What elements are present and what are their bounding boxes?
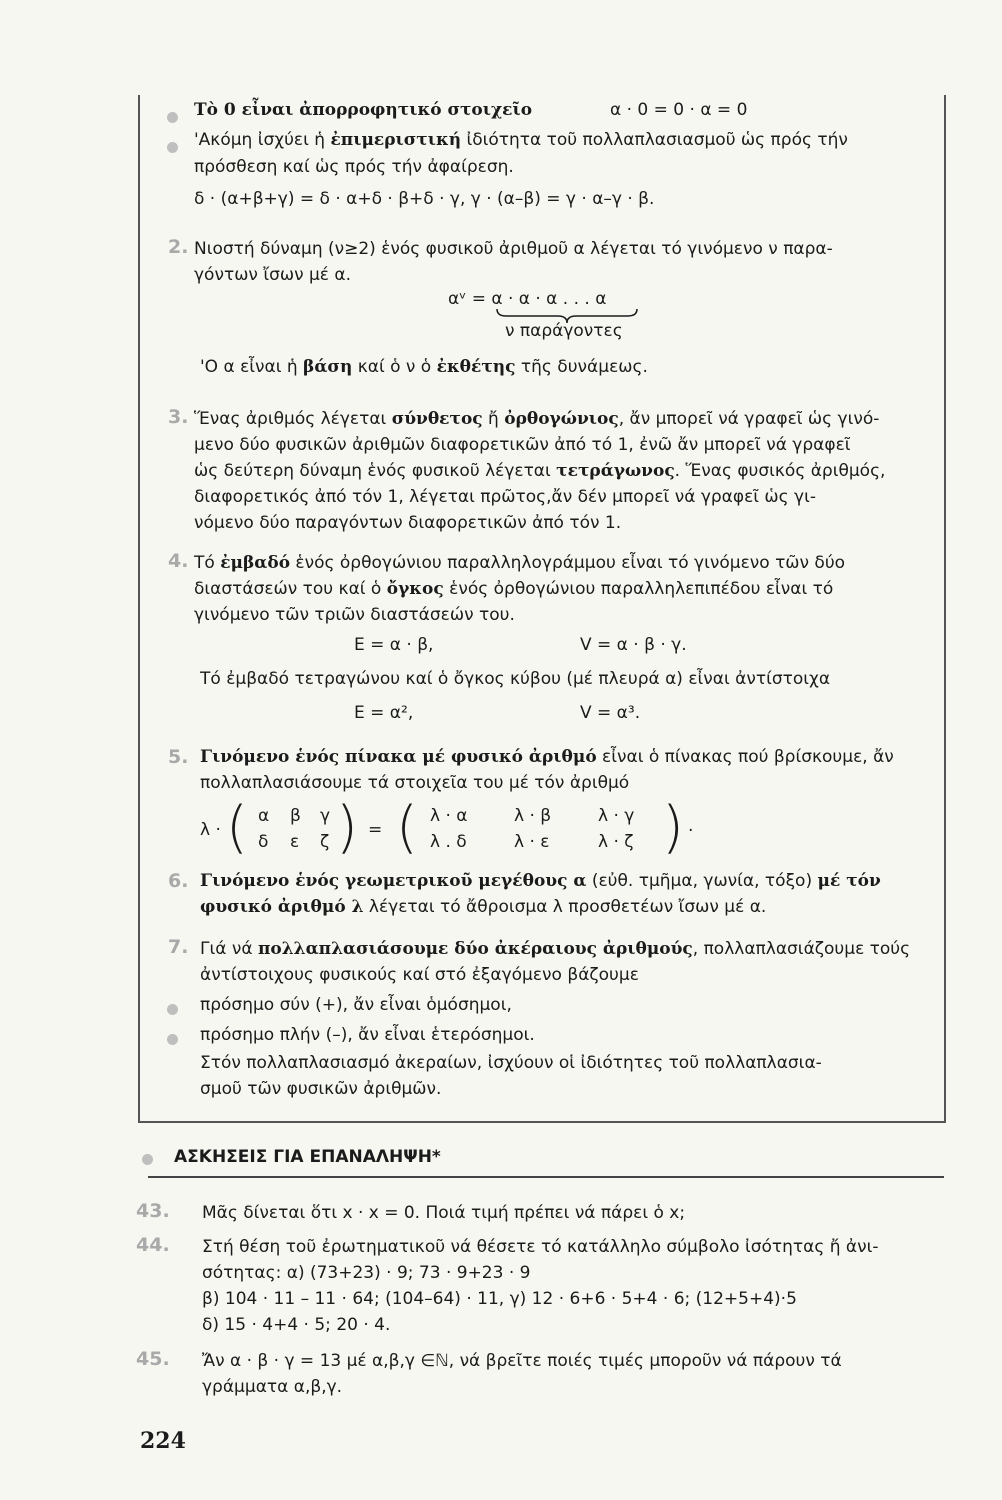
exercise-number: 45. (136, 1348, 170, 1370)
composite-line4: διαφορετικός ἀπό τόν 1, λέγεται πρῶτος,ἄν δέν μπορεῖ νά γραφεῖ ὡς γι- (194, 487, 816, 507)
matrix-bold: Γινόμενο ἑνός πίνακα μέ φυσικό ἀριθμό (200, 747, 597, 767)
matrix-cell: ζ (320, 832, 330, 852)
item-number: 6. (168, 870, 189, 892)
area-pre: Τό (194, 553, 221, 573)
exercise-45-line1: Ἄν α · β · γ = 13 μέ α,β,γ ∈ℕ, νά βρεῖτε ποιές τιμές μποροῦν νά πάρουν τά (202, 1351, 842, 1371)
distributive-line1 (194, 129, 848, 151)
integer-bold: πολλαπλασιάσουμε δύο ἀκέραιους ἀριθμούς (257, 939, 693, 959)
item-number: 4. (168, 550, 189, 572)
left-paren-icon: ( (226, 795, 248, 860)
area-line3: γινόμενο τῶν τριῶν διαστάσεών του. (194, 605, 515, 625)
minus-sign-rule: πρόσημο πλήν (–), ἄν εἶναι ἑτερόσημοι. (200, 1025, 535, 1045)
integer-line4: σμοῦ τῶν φυσικῶν ἀριθμῶν. (200, 1079, 442, 1099)
exercise-44-line2: σότητας: α) (73+23) · 9; 73 · 9+23 · 9 (202, 1263, 531, 1283)
cube-volume-formula: V = α³. (580, 703, 641, 723)
absorbing-formula: α · 0 = 0 · α = 0 (610, 100, 748, 120)
composite-line2: μενο δύο φυσικῶν ἀριθμῶν διαφορετικῶν ἀπό τό 1, ἐνῶ ἄν μπορεῖ νά γραφεῖ (194, 435, 851, 455)
matrix-cell: γ (320, 806, 331, 826)
exercise-44-line4: δ) 15 · 4+4 · 5; 20 · 4. (202, 1315, 391, 1335)
exponent-bold: ἐκθέτης (436, 357, 516, 377)
integer-line3: Στόν πολλαπλασιασμό ἀκεραίων, ἰσχύουν οἱ ἰδιότητες τοῦ πολλαπλασια- (200, 1053, 822, 1073)
result-cell: λ · γ (598, 806, 635, 826)
item-number: 2. (168, 236, 189, 258)
exercise-44-line3: β) 104 · 11 – 11 · 64; (104–64) · 11, γ) 12 · 6+6 · 5+4 · 6; (12+5+4)·5 (202, 1289, 797, 1309)
composite-line1 (194, 408, 879, 430)
area-line1 (194, 552, 845, 574)
bullet-icon (167, 1034, 178, 1045)
distributive-post: ἰδιότητα τοῦ πολλαπλασιασμοῦ ὡς πρός τήν (461, 130, 848, 150)
natural-post: λέγεται τό ἄθροισμα λ προσθετέων ἴσων μέ α. (363, 897, 767, 917)
matrix-cell: δ (258, 832, 269, 852)
composite-line5: νόμενο δύο παραγόντων διαφορετικῶν ἀπό τόν 1. (194, 513, 622, 533)
distributive-formula: δ · (α+β+γ) = δ · α+δ · β+δ · γ, γ · (α–β) = γ · α–γ · β. (194, 189, 655, 209)
exponent-mid: καί ὁ ν ὁ (352, 357, 437, 377)
matrix-cell: β (290, 806, 301, 826)
item-number: 3. (168, 406, 189, 428)
matrix-cell: ε (290, 832, 300, 852)
exercise-number: 43. (136, 1200, 170, 1222)
summary-item-absorbing (194, 99, 532, 121)
volume-pre: διαστάσεών του καί ὁ (194, 579, 387, 599)
brace-label: ν παράγοντες (505, 321, 623, 341)
distributive-pre: 'Ακόμη ἰσχύει ἡ (194, 130, 331, 150)
item-number: 7. (168, 936, 189, 958)
bullet-icon (167, 112, 178, 123)
square-post: . Ἕνας φυσικός ἀριθμός, (674, 461, 886, 481)
geometric-bold: Γινόμενο ἑνός γεωμετρικοῦ μεγέθους α (200, 871, 587, 891)
heading-rule (148, 1176, 944, 1178)
natural-bold: φυσικό ἀριθμό λ (200, 897, 364, 917)
integer-pre: Γιά νά (200, 939, 258, 959)
composite-post: , ἄν μπορεῖ νά γραφεῖ ὡς γινό- (618, 409, 880, 429)
square-bold: τετράγωνος (556, 461, 675, 481)
matrix-lambda: λ · (200, 820, 221, 840)
exercise-43-text: Μᾶς δίνεται ὅτι x · x = 0. Ποιά τιμή πρέπει νά πάρει ὁ x; (202, 1203, 686, 1223)
geometric-bold2: μέ τόν (817, 871, 881, 891)
result-cell: λ · β (514, 806, 552, 826)
matrix-post: εἶναι ὁ πίνακας πού βρίσκουμε, ἄν (596, 747, 894, 767)
exercises-heading: ΑΣΚΗΣΕΙΣ ΓΙΑ ΕΠΑΝΑΛΗΨΗ* (174, 1147, 441, 1167)
matrix-line1 (200, 746, 894, 768)
matrix-period: . (688, 816, 694, 836)
integer-line2: ἀντίστοιχους φυσικούς καί στό ἐξαγόμενο βάζουμε (200, 965, 639, 985)
exponent-post: τῆς δυνάμεως. (515, 357, 648, 377)
power-line2: γόντων ἴσων μέ α. (194, 265, 352, 285)
result-cell: λ · ζ (598, 832, 634, 852)
exercise-45-line2: γράμματα α,β,γ. (202, 1377, 343, 1397)
power-formula: αᵛ = α · α · α . . . α (448, 289, 607, 309)
composite-pre: Ἕνας ἀριθμός λέγεται (194, 409, 392, 429)
integer-post: , πολλαπλασιάζουμε τούς (692, 939, 911, 959)
absorbing-bold: Τὸ 0 εἶναι ἀπορροφητικό στοιχεῖο (194, 100, 533, 120)
area-line2 (194, 578, 833, 600)
base-pre: 'Ο α εἶναι ἡ (200, 357, 304, 377)
exercise-number: 44. (136, 1234, 170, 1256)
bullet-icon (142, 1154, 153, 1165)
right-paren-icon: ) (336, 795, 358, 860)
geometric-line1 (200, 870, 881, 892)
bullet-icon (167, 142, 178, 153)
distributive-line2: πρόσθεση καί ὡς πρός τήν ἀφαίρεση. (194, 157, 514, 177)
geometric-mid: (εὐθ. τμῆμα, γωνία, τόξο) (586, 871, 818, 891)
result-cell: λ · ε (514, 832, 550, 852)
result-cell: λ . δ (430, 832, 467, 852)
area-line4: Τό ἐμβαδό τετραγώνου καί ὁ ὄγκος κύβου (μέ πλευρά α) εἶναι ἀντίστοιχα (200, 669, 831, 689)
page-number: 224 (140, 1428, 186, 1454)
power-line3 (200, 356, 648, 378)
matrix-equals: = (368, 820, 383, 840)
matrix-line2: πολλαπλασιάσουμε τά στοιχεῖα του μέ τόν ἀριθμό (200, 773, 630, 793)
item-number: 5. (168, 746, 189, 768)
volume-post: ἑνός ὀρθογώνιου παραλληλεπιπέδου εἶναι τό (443, 579, 834, 599)
volume-formula: V = α · β · γ. (580, 635, 687, 655)
right-paren-icon: ) (662, 795, 684, 860)
composite-bold1: σύνθετος (391, 409, 483, 429)
area-formula: E = α · β, (354, 635, 434, 655)
geometric-line2 (200, 896, 766, 918)
distributive-bold: ἐπιμεριστική (330, 130, 462, 150)
result-cell: λ · α (430, 806, 468, 826)
power-line1: Νιοστή δύναμη (ν≥2) ἑνός φυσικοῦ ἀριθμοῦ α λέγεται τό γινόμενο ν παρα- (194, 239, 833, 259)
integer-line1 (200, 938, 910, 960)
bullet-icon (167, 1004, 178, 1015)
plus-sign-rule: πρόσημο σύν (+), ἄν εἶναι ὁμόσημοι, (200, 995, 512, 1015)
composite-bold2: ὀρθογώνιος (504, 409, 619, 429)
area-post: ἑνός ὀρθογώνιου παραλληλογράμμου εἶναι τό γινόμενο τῶν δύο (290, 553, 846, 573)
composite-line3 (194, 460, 885, 482)
square-pre: ὡς δεύτερη δύναμη ἑνός φυσικοῦ λέγεται (194, 461, 557, 481)
exercise-44-line1: Στή θέση τοῦ ἐρωτηματικοῦ νά θέσετε τό κατάλληλο σύμβολο ἰσότητας ἤ ἀνι- (202, 1237, 879, 1257)
volume-bold: ὄγκος (386, 579, 444, 599)
base-bold: βάση (303, 357, 353, 377)
area-bold: ἐμβαδό (220, 553, 291, 573)
matrix-cell: α (258, 806, 270, 826)
composite-mid: ἤ (482, 409, 505, 429)
left-paren-icon: ( (396, 795, 418, 860)
square-area-formula: E = α², (354, 703, 414, 723)
